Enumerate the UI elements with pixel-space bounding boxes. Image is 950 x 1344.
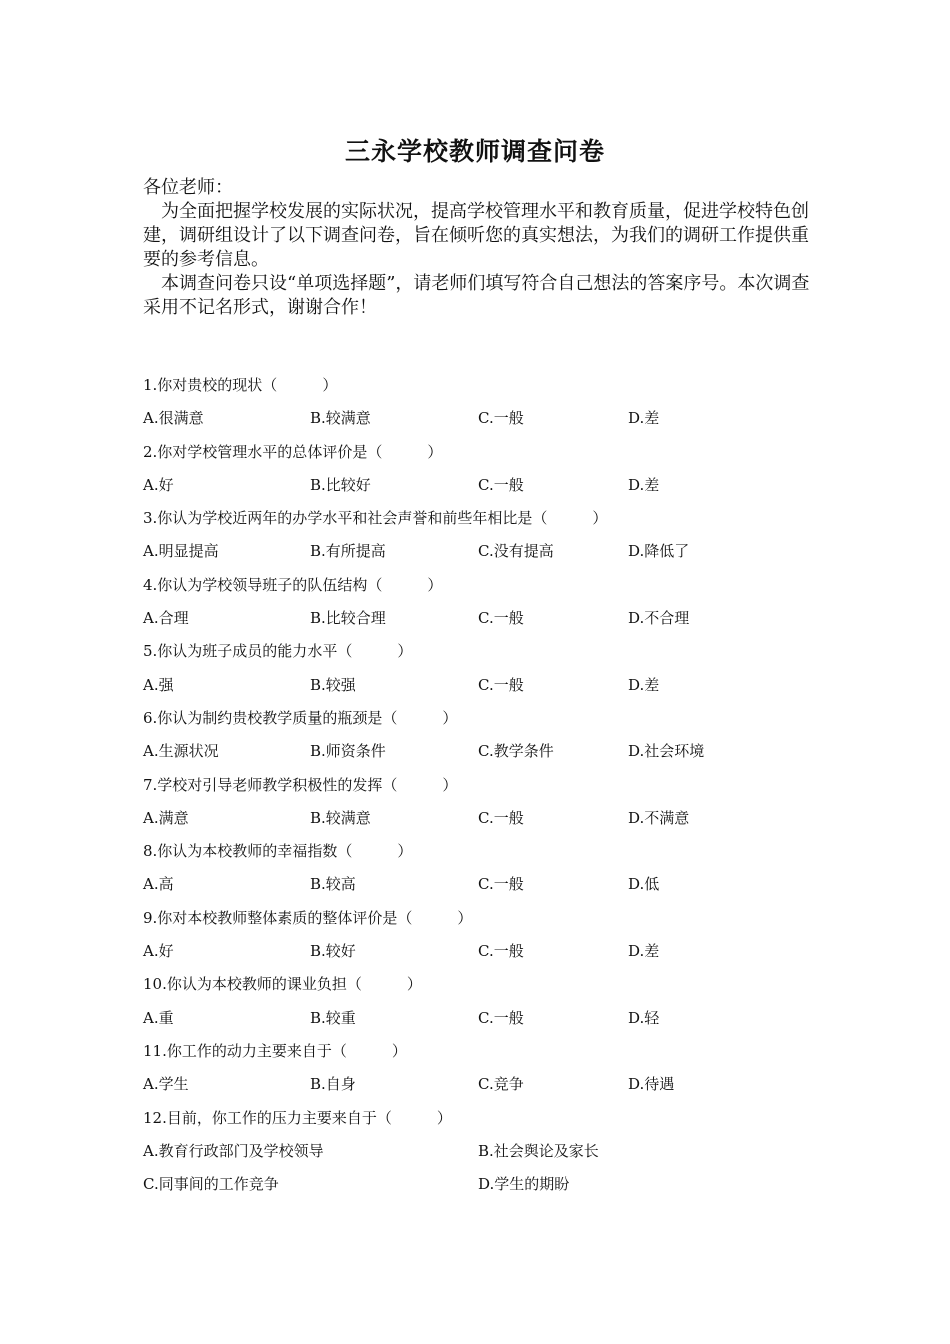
option: D.差 bbox=[628, 475, 660, 494]
intro bbox=[143, 176, 811, 320]
options-4 bbox=[143, 605, 811, 638]
option: D.差 bbox=[628, 942, 660, 961]
options-3 bbox=[143, 538, 811, 571]
options-10 bbox=[143, 1005, 811, 1038]
question-9: 9.你对本校教师整体素质的整体评价是（ ） bbox=[143, 908, 473, 927]
option: D.差 bbox=[628, 675, 660, 694]
option: D.学生的期盼 bbox=[478, 1175, 570, 1194]
intro-paragraph-2: 本调查问卷只设“单项选择题”，请老师们填写符合自己想法的答案序号。本次调查采用不记名形式，谢谢合作！ bbox=[143, 273, 810, 318]
option: D.降低了 bbox=[628, 542, 690, 561]
question-list bbox=[143, 372, 811, 1204]
option: C.教学条件 bbox=[478, 742, 554, 761]
option: A.合理 bbox=[143, 609, 189, 628]
options-11 bbox=[143, 1071, 811, 1104]
option: A.很满意 bbox=[143, 409, 204, 428]
option: B.社会舆论及家长 bbox=[478, 1141, 599, 1160]
options-12-row-1 bbox=[143, 1138, 811, 1171]
option: D.待遇 bbox=[628, 1075, 675, 1094]
options-12-row-2 bbox=[143, 1171, 811, 1204]
option: D.轻 bbox=[628, 1008, 660, 1027]
option: B.较高 bbox=[310, 875, 356, 894]
option: B.比较合理 bbox=[310, 609, 386, 628]
option: C.一般 bbox=[478, 409, 524, 428]
option: B.较满意 bbox=[310, 409, 371, 428]
option: C.没有提高 bbox=[478, 542, 554, 561]
option: A.教育行政部门及学校领导 bbox=[143, 1141, 324, 1160]
question-2: 2.你对学校管理水平的总体评价是（ ） bbox=[143, 442, 443, 461]
option: A.满意 bbox=[143, 808, 189, 827]
option: C.一般 bbox=[478, 1008, 524, 1027]
option: B.较强 bbox=[310, 675, 356, 694]
options-6 bbox=[143, 738, 811, 771]
option: A.强 bbox=[143, 675, 174, 694]
option: D.社会环境 bbox=[628, 742, 705, 761]
page-title: 三永学校教师调查问卷 bbox=[344, 137, 605, 166]
options-8 bbox=[143, 871, 811, 904]
option: D.不满意 bbox=[628, 808, 690, 827]
option: A.好 bbox=[143, 942, 174, 961]
option: A.生源状况 bbox=[143, 742, 219, 761]
option: C.一般 bbox=[478, 609, 524, 628]
option: A.高 bbox=[143, 875, 174, 894]
option: C.一般 bbox=[478, 875, 524, 894]
option: B.较重 bbox=[310, 1008, 356, 1027]
question-10: 10.你认为本校教师的课业负担（ ） bbox=[143, 975, 422, 994]
question-7: 7.学校对引导老师教学积极性的发挥（ ） bbox=[143, 775, 458, 794]
option: C.一般 bbox=[478, 942, 524, 961]
question-3: 3.你认为学校近两年的办学水平和社会声誉和前些年相比是（ ） bbox=[143, 509, 608, 528]
intro-paragraph-1: 为全面把握学校发展的实际状况，提高学校管理水平和教育质量，促进学校特色创建，调研组设计了以下调查问卷，旨在倾听您的真实想法，为我们的调研工作提供重要的参考信息。 bbox=[143, 201, 809, 270]
option: C.一般 bbox=[478, 475, 524, 494]
option: C.竞争 bbox=[478, 1075, 524, 1094]
options-1 bbox=[143, 405, 811, 438]
option: B.比较好 bbox=[310, 475, 371, 494]
option: A.明显提高 bbox=[143, 542, 219, 561]
option: A.重 bbox=[143, 1008, 174, 1027]
question-5: 5.你认为班子成员的能力水平（ ） bbox=[143, 642, 413, 661]
option: B.较满意 bbox=[310, 808, 371, 827]
option: D.不合理 bbox=[628, 609, 690, 628]
option: A.学生 bbox=[143, 1075, 189, 1094]
options-9 bbox=[143, 938, 811, 971]
question-8: 8.你认为本校教师的幸福指数（ ） bbox=[143, 842, 413, 861]
salutation: 各位老师： bbox=[143, 177, 233, 198]
options-5 bbox=[143, 672, 811, 705]
option: C.一般 bbox=[478, 675, 524, 694]
question-11: 11.你工作的动力主要来自于（ ） bbox=[143, 1041, 407, 1060]
option: C.一般 bbox=[478, 808, 524, 827]
question-12: 12.目前，你工作的压力主要来自于（ ） bbox=[143, 1108, 452, 1127]
question-1: 1.你对贵校的现状（ ） bbox=[143, 376, 338, 394]
options-7 bbox=[143, 805, 811, 838]
option: D.差 bbox=[628, 409, 660, 428]
option: B.自身 bbox=[310, 1075, 356, 1094]
option: D.低 bbox=[628, 875, 660, 894]
options-2 bbox=[143, 472, 811, 505]
option: B.有所提高 bbox=[310, 542, 386, 561]
question-4: 4.你认为学校领导班子的队伍结构（ ） bbox=[143, 575, 443, 594]
question-6: 6.你认为制约贵校教学质量的瓶颈是（ ） bbox=[143, 708, 458, 727]
option: A.好 bbox=[143, 475, 174, 494]
option: B.较好 bbox=[310, 942, 356, 961]
option: C.同事间的工作竞争 bbox=[143, 1175, 279, 1194]
option: B.师资条件 bbox=[310, 742, 386, 761]
